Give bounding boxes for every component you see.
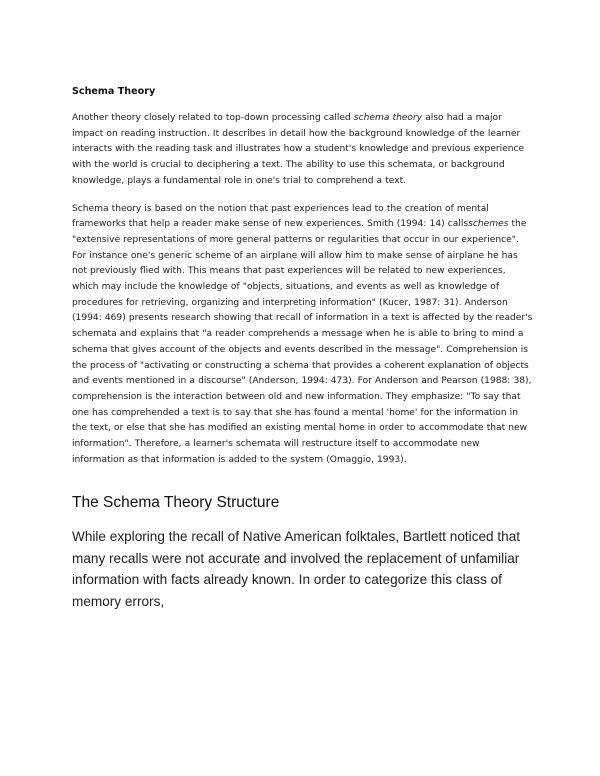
paragraph-2-emphasis: schemes bbox=[468, 219, 509, 230]
page-content bbox=[72, 86, 534, 612]
paragraph-1-text-b: also had a major impact on reading instruction. It describes in detail how the background knowledge of the learner interacts with the reading task and illustrates how a student's knowledge and previous experience with the world is crucial to deciphering a text. The ability to use this schemata, or background knowledge, plays a fundamental role in one's trial to comprehend a text. bbox=[72, 113, 525, 186]
paragraph-2-text-b: the "extensive representations of more general patterns or regularities that occur in our experience". For instance one's generic scheme of an airplane will allow him to make sense of airplane he has not previously flied with. This means that past experiences will be related to new experiences, which may include the knowledge of "objects, situations, and events as well as knowledge of procedures for retrieving, organizing and interpreting information" (Kucer, 1987: 31). Anderson (1994: 469) presents research showing that recall of information in a text is affected by the reader's schemata and explains that "a reader comprehends a message when he is able to bring to mind a schema that gives account of the objects and events described in the message". Comprehension is the process of "activating or constructing a schema that provides a coherent explanation of objects and events mentioned in a discourse" (Anderson, 1994: 473). For Anderson and Pearson (1988: 38), comprehension is the interaction between old and new information. They emphasize: "To say that one has comprehended a text is to say that she has found a mental 'home' for the information in the text, or else that she has modified an existing mental home in order to accommodate that new information". Therefore, a learner's schemata will restructure itself to accommodate new information as that information is added to the system (Omaggio, 1993). bbox=[72, 219, 533, 465]
section-heading-schema-theory: Schema Theory bbox=[72, 86, 156, 97]
paragraph-3: While exploring the recall of Native American folktales, Bartlett noticed that many recalls were not accurate and involved the replacement of unfamiliar information with facts already known. In order to categorize this class of memory errors, bbox=[72, 529, 521, 609]
paragraph-1 bbox=[72, 111, 534, 190]
paragraph-2-text-a: Schema theory is based on the notion that past experiences lead to the creation of mental frameworks that help a reader make sense of new experiences. Smith (1994: 14) calls bbox=[72, 203, 489, 230]
paragraph-1-text-a: Another theory closely related to top-down processing called bbox=[72, 113, 354, 123]
paragraph-2 bbox=[72, 202, 534, 469]
section-heading-schema-theory-structure: The Schema Theory Structure bbox=[72, 494, 280, 512]
paragraph-1-emphasis: schema theory bbox=[353, 113, 423, 123]
